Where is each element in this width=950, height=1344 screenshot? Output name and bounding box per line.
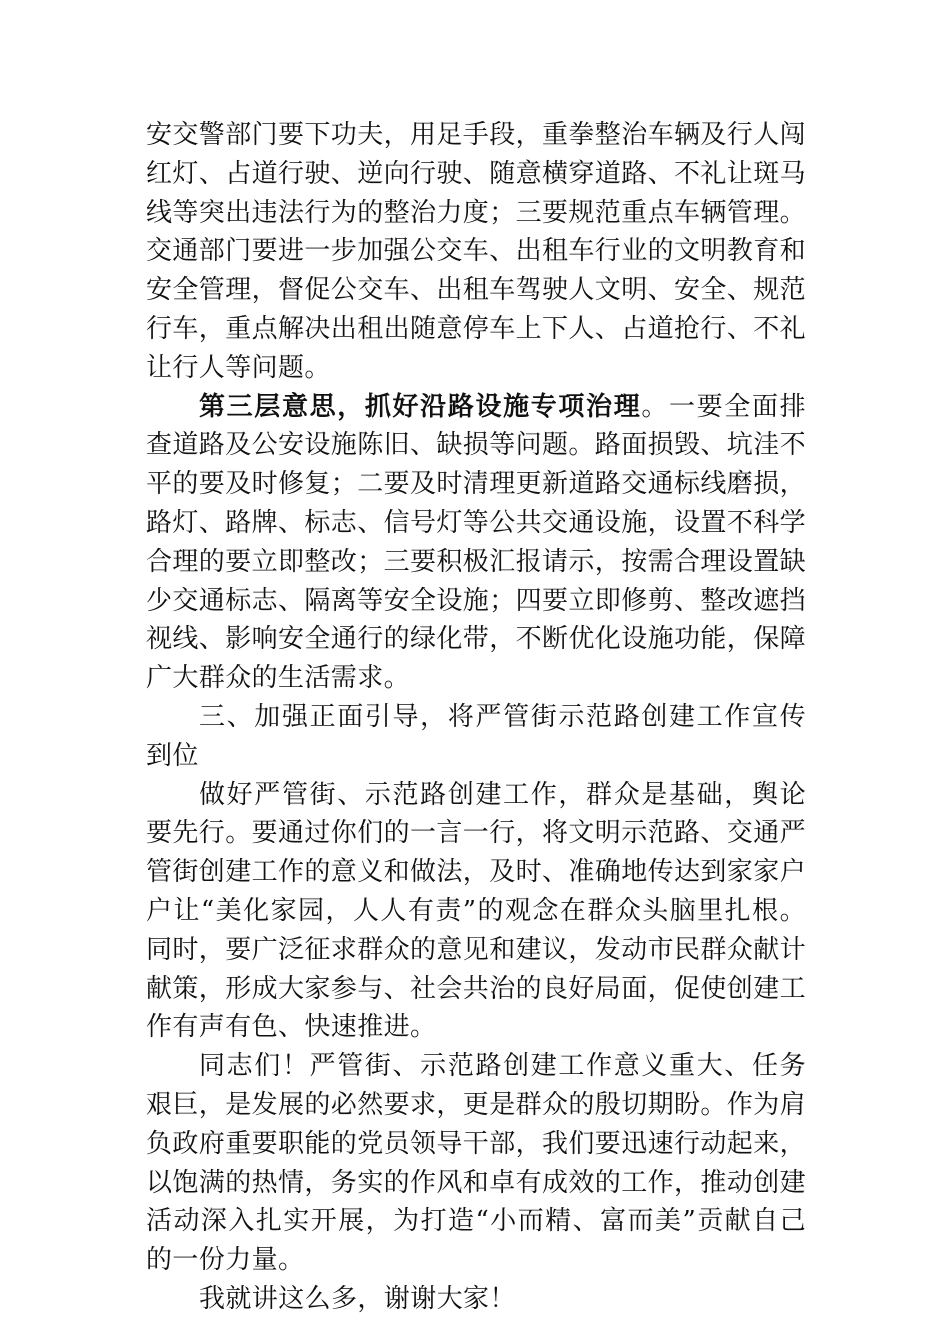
- paragraph-thanks: 我就讲这么多，谢谢大家！: [199, 1283, 516, 1314]
- paragraph-continuation: 安交警部门要下功夫，用足手段，重拳整治车辆及行人闯红灯、占道行驶、逆向行驶、随意横穿道路、不礼让斑马线等突出违法行为的整治力度；三要规范重点车辆管理。交通部门要进一步加强公交车、出租车行业的文明教育和安全管理，督促公交车、出租车驾驶人文明、安全、规范行车，重点解决出租出随意停车上下人、占道抢行、不礼让行人等问题。: [146, 120, 807, 383]
- paragraph-publicity: 做好严管街、示范路创建工作，群众是基础，舆论要先行。要通过你们的一言一行，将文明示范路、交通严管街创建工作的意义和做法，及时、准确地传达到家家户户让“美化家园，人人有责”的观念在群众头脑里扎根。同时，要广泛征求群众的意见和建议，发动市民群众献计献策，形成大家参与、社会共治的良好局面，促使创建工作有声有色、快速推进。: [146, 779, 807, 1043]
- section-heading: 三、加强正面引导，将严管街示范路创建工作宣传到位: [146, 701, 806, 771]
- paragraph-closing: 同志们！严管街、示范路创建工作意义重大、任务艰巨，是发展的必然要求，更是群众的殷切期盼。作为肩负政府重要职能的党员领导干部，我们要迅速行动起来，以饱满的热情，务实的作风和卓有成效的工作，推动创建活动深入扎实开展，为打造“小而精、富而美”贡献自己的一份力量。: [146, 1051, 807, 1276]
- paragraph-facilities: [146, 388, 806, 698]
- document-page: [146, 116, 806, 1319]
- paragraph-body: 。一要全面排查道路及公安设施陈旧、缺损等问题。路面损毁、坑洼不平的要及时修复；二要及时清理更新道路交通标线磨损，路灯、路牌、标志、信号灯等公共交通设施，设置不科学合理的要立即整改；三要积极汇报请示，按需合理设置缺少交通标志、隔离等安全设施；四要立即修剪、整改遮挡视线、影响安全通行的绿化带，不断优化设施功能，保障广大群众的生活需求。: [146, 391, 807, 694]
- paragraph-lead-bold: 第三层意思，抓好沿路设施专项治理: [199, 391, 642, 422]
